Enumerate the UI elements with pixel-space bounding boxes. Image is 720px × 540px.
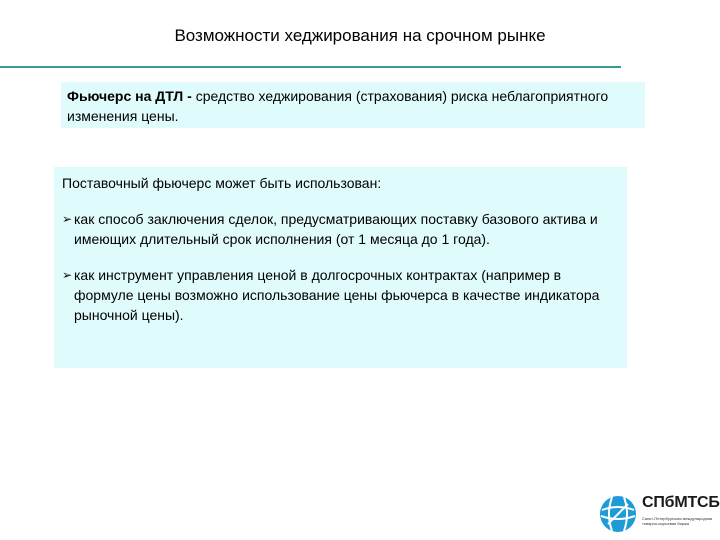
usage-bullet-text: как способ заключения сделок, предусматривающих поставку базового актива и имеющих длительный срок исполнения (от 1 месяца до 1 года). (74, 211, 598, 247)
logo-name: СПбМТСБ (642, 494, 720, 511)
usage-box (54, 167, 627, 368)
usage-bullet (62, 265, 619, 325)
arrow-bullet-icon: ➢ (62, 212, 73, 226)
arrow-bullet-icon: ➢ (62, 268, 73, 282)
usage-bullet (62, 209, 619, 249)
definition-text: средство хеджирования (страхования) риска неблагоприятного изменения цены. (67, 88, 609, 124)
title-divider (0, 66, 621, 68)
exchange-logo (598, 492, 720, 536)
usage-bullet-text: как инструмент управления ценой в долгосрочных контрактах (например в формуле цены возможно использование цены фьючерса в качестве индикатора рыночной цены). (74, 267, 600, 323)
globe-icon (598, 494, 638, 534)
definition-box (61, 82, 645, 128)
usage-lead: Поставочный фьючерс может быть использован: (62, 175, 382, 191)
slide-title: Возможности хеджирования на срочном рынке (174, 26, 546, 45)
definition-term: Фьючерс на ДТЛ - (67, 88, 196, 104)
logo-subtitle: Санкт-Петербургская международная товарно-сырьевая биржа (642, 516, 713, 526)
